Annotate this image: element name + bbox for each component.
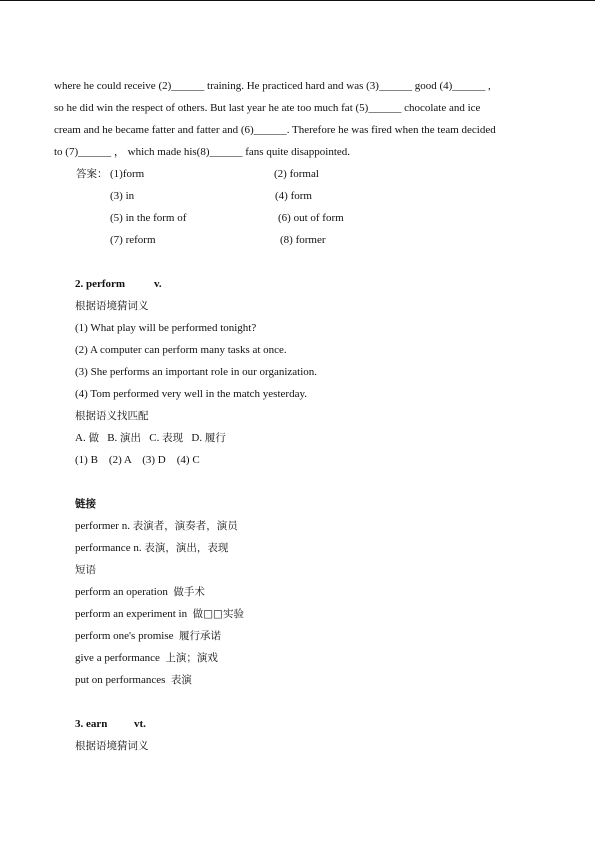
phrase-item [75,629,221,643]
derivative-word: performer n. [75,520,130,532]
match-answer: (1) B (2) A (3) D (4) C [75,454,200,466]
option-letter: B. [107,432,118,444]
phrase-en: perform one's promise [75,630,174,642]
phrase-item [75,607,244,621]
example-sentence: (2) A computer can perform many tasks at once. [75,344,287,356]
section-3-heading-pos: vt. [134,718,146,730]
phrase-zh: 做□□实验 [192,608,244,620]
answer-item: (8) former [280,234,326,246]
example-sentence: (4) Tom performed very well in the match yesterday. [75,388,307,400]
phrase-en: put on performances [75,674,166,686]
links-heading: 链接 [75,498,96,510]
phrase-item [75,651,218,665]
phrase-en: give a performance [75,652,160,664]
derivative-item [75,541,228,555]
section-2-heading-word: 2. perform [75,278,126,290]
option-meaning: 做 [88,432,99,444]
answer-item: (2) formal [274,168,319,180]
answer-item: (5) in the form of [110,212,187,224]
header-rule [0,0,595,1]
section-3-guess-label: 根据语境猜词义 [75,740,149,752]
option-meaning: 演出 [120,432,142,444]
paragraph-line-2: so he did win the respect of others. But last year he ate too much fat (5)______ chocolate and ice [54,102,481,114]
phrase-item [75,673,192,687]
answer-item: (3) in [110,190,135,202]
answer-item: (4) form [275,190,312,202]
phrase-item [75,585,205,599]
phrase-en: perform an operation [75,586,168,598]
phrases-label: 短语 [75,564,96,576]
answer-item: (7) reform [110,234,156,246]
match-options [75,431,226,445]
section-3-heading-word: 3. earn [75,718,108,730]
section-2-heading-pos: v. [154,278,162,290]
phrase-zh: 做手术 [173,586,205,598]
derivative-word: performance n. [75,542,142,554]
section-2-guess-label: 根据语境猜词义 [75,300,149,312]
derivative-item [75,519,238,533]
option-meaning: 表现 [162,432,184,444]
option-letter: D. [191,432,203,444]
option-meaning: 履行 [204,432,226,444]
answer-item: (6) out of form [278,212,344,224]
phrase-zh: 履行承诺 [179,630,222,642]
example-sentence: (3) She performs an important role in our organization. [75,366,318,378]
phrase-en: perform an experiment in [75,608,188,620]
phrase-zh: 表演 [170,674,192,686]
derivative-meaning: 表演，演出，表现 [144,542,229,554]
derivative-meaning: 表演者，演奏者，演员 [132,520,238,532]
section-2-match-label: 根据语义找匹配 [75,410,149,422]
answers-label: 答案： [76,168,108,180]
paragraph-line-1: where he could receive (2)______ training. He practiced hard and was (3)______ good (4)______ , [54,80,491,92]
paragraph-line-4: to (7)______ ， which made his(8)______ fans quite disappointed. [54,146,351,158]
phrase-zh: 上演；演戏 [165,652,218,664]
paragraph-line-3: cream and he became fatter and fatter and (6)______. Therefore he was fired when the team decided [54,124,496,136]
example-sentence: (1) What play will be performed tonight? [75,322,257,334]
answer-item: (1)form [110,168,145,180]
option-letter: C. [149,432,160,444]
option-letter: A. [75,432,86,444]
